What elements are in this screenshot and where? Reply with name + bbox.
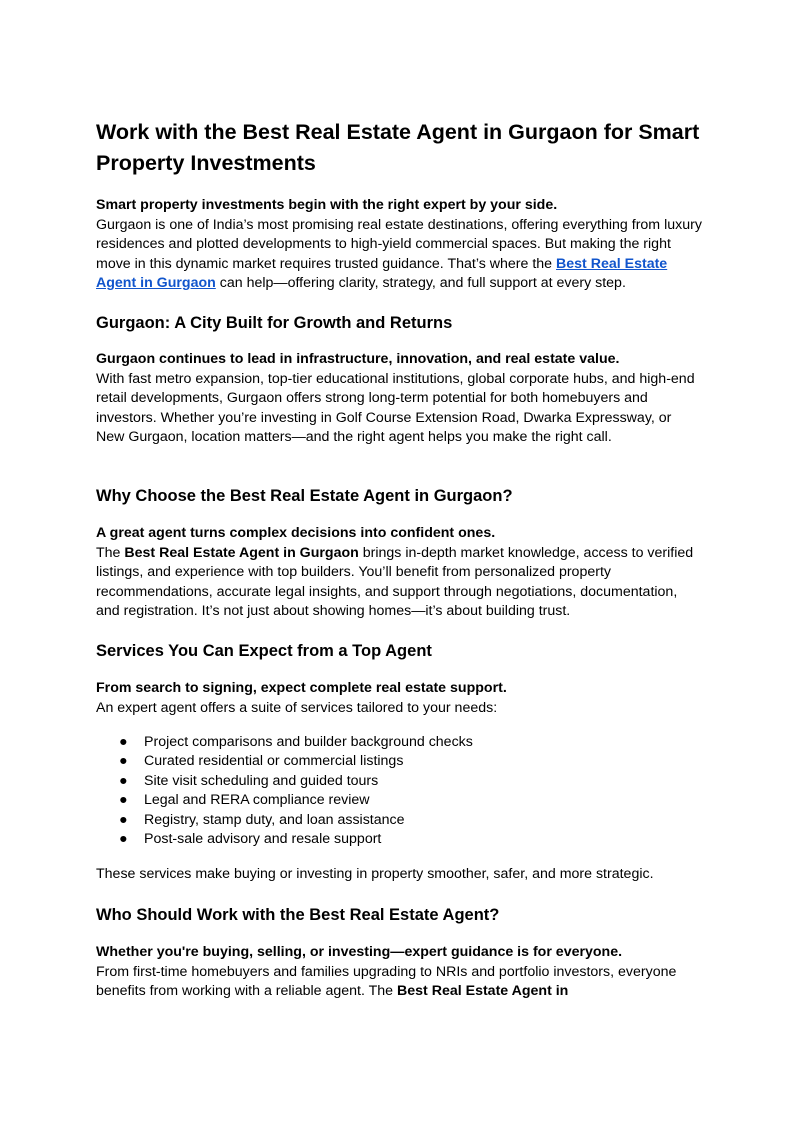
bullet-icon: ●	[119, 831, 128, 848]
list-item-text: Curated residential or commercial listings	[144, 753, 404, 770]
intro-text-before: Gurgaon is one of India’s most promising real estate destinations, offering everything from luxury residences and plotted developments to high-yield commercial spaces. But making the right move in this dynamic market requires trusted guidance. That’s where the	[96, 216, 702, 272]
section-heading-services: Services You Can Expect from a Top Agent	[96, 642, 432, 660]
list-item	[96, 791, 473, 810]
bullet-icon: ●	[119, 811, 128, 828]
growth-paragraph	[96, 350, 702, 448]
best-agent-link[interactable]: Best Real Estate Agent in Gurgaon	[96, 255, 668, 291]
growth-text: With fast metro expansion, top-tier educational institutions, global corporate hubs, and high-end retail developments, Gurgaon offers strong long-term potential for both homebuyers and investors. Whether you’re investing in Golf Course Extension Road, Dwarka Expressway, or New Gurgaon, location matters—and the right agent helps you make the right call.	[96, 370, 695, 445]
bullet-icon: ●	[119, 734, 128, 750]
section-heading-why-choose: Why Choose the Best Real Estate Agent in Gurgaon?	[96, 487, 513, 505]
list-item-text: Post-sale advisory and resale support	[144, 831, 382, 848]
why-choose-text-after: brings in-depth market knowledge, access to verified listings, and experience with top builders. You’ll benefit from personalized property recommendations, accurate legal insights, and support through negotiations, documentation, and registration. It’s not just about showing homes—it’s about building trust.	[96, 544, 694, 619]
intro-lead: Smart property investments begin with the right expert by your side.	[96, 197, 558, 213]
list-item	[96, 811, 473, 830]
list-item	[96, 733, 473, 752]
list-item-text: Site visit scheduling and guided tours	[144, 772, 379, 789]
list-item	[96, 772, 473, 791]
why-choose-text-before: The	[96, 544, 125, 561]
services-lead: From search to signing, expect complete real estate support.	[96, 680, 507, 696]
why-choose-lead: A great agent turns complex decisions into confident ones.	[96, 525, 496, 541]
services-list	[96, 733, 473, 849]
why-choose-paragraph	[96, 524, 702, 622]
list-item-text: Registry, stamp duty, and loan assistance	[144, 811, 405, 828]
bullet-icon: ●	[119, 792, 128, 809]
services-closing: These services make buying or investing in property smoother, safer, and more strategic.	[96, 866, 654, 882]
growth-lead: Gurgaon continues to lead in infrastructure, innovation, and real estate value.	[96, 351, 620, 367]
intro-paragraph	[96, 196, 702, 294]
services-text: An expert agent offers a suite of services tailored to your needs:	[96, 699, 498, 716]
why-choose-bold: Best Real Estate Agent in Gurgaon	[124, 544, 359, 561]
who-should-lead: Whether you're buying, selling, or investing—expert guidance is for everyone.	[96, 944, 623, 960]
list-item	[96, 752, 473, 771]
list-item	[96, 830, 473, 849]
intro-text-after: can help—offering clarity, strategy, and full support at every step.	[215, 275, 626, 291]
list-item-text: Project comparisons and builder background checks	[144, 734, 473, 750]
bullet-icon: ●	[119, 772, 128, 789]
section-heading-growth: Gurgaon: A City Built for Growth and Returns	[96, 314, 453, 332]
who-should-text-before: From first-time homebuyers and families upgrading to NRIs and portfolio investors, everyone benefits from working with a reliable agent. The	[96, 963, 677, 999]
list-item-text: Legal and RERA compliance review	[144, 792, 370, 809]
who-should-paragraph	[96, 943, 702, 1002]
bullet-icon: ●	[119, 753, 128, 770]
who-should-bold: Best Real Estate Agent in	[397, 983, 569, 999]
section-heading-who-should: Who Should Work with the Best Real Estate Agent?	[96, 906, 500, 924]
services-paragraph	[96, 679, 702, 718]
page-title: Work with the Best Real Estate Agent in Gurgaon for Smart Property Investments	[96, 120, 700, 175]
